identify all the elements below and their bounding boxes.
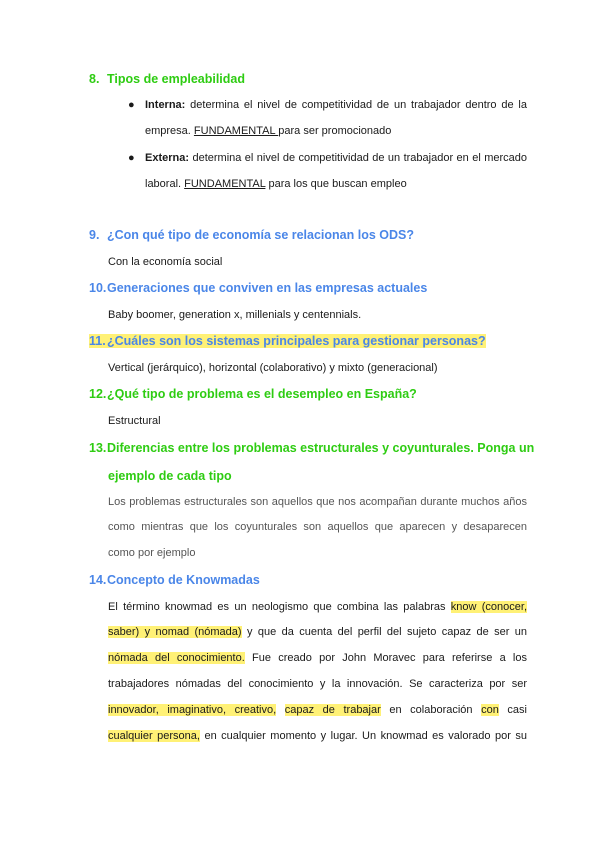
bullet-externa-line1: Externa: determina el nivel de competitividad de un trabajador en el mercado [145,152,527,164]
bullet-interna-line1: Interna: determina el nivel de competitividad de un trabajador dentro de la [145,99,527,111]
answer-14-line1: El término knowmad es un neologismo que combina las palabras know (conocer, [108,601,527,613]
heading-8: 8. Tipos de empleabilidad [89,72,245,86]
bullet-externa-line2: laboral. FUNDAMENTAL para los que buscan empleo [145,178,407,190]
heading-12: 12.¿Qué tipo de problema es el desempleo en España? [89,387,417,401]
answer-14-line5: innovador, imaginativo, creativo, capaz de trabajar en colaboración con casi [108,704,527,716]
heading-13-line1: 13.Diferencias entre los problemas estructurales y coyunturales. Ponga un [89,441,535,455]
answer-13-line2: como mientras que los coyunturales son aquellos que aparecen y desaparecen [108,521,527,533]
answer-14-line2: saber) y nomad (nómada) y que da cuenta del perfil del sujeto capaz de ser un [108,626,527,638]
answer-14-line4: trabajadores nómadas del conocimiento y la innovación. Se caracteriza por ser [108,678,527,690]
answer-10: Baby boomer, generation x, millenials y centennials. [108,309,362,321]
heading-10: 10.Generaciones que conviven en las empresas actuales [89,281,428,295]
heading-11: 11.¿Cuáles son los sistemas principales para gestionar personas? [89,334,486,348]
answer-13-line3: como por ejemplo [108,547,196,559]
answer-14-line6: cualquier persona, en cualquier momento y lugar. Un knowmad es valorado por su [108,730,527,742]
heading-14: 14.Concepto de Knowmadas [89,573,260,587]
bullet-interna-line2: empresa. FUNDAMENTAL para ser promocionado [145,125,392,137]
bullet-icon: ● [128,99,135,111]
answer-13-line1: Los problemas estructurales son aquellos que nos acompañan durante muchos años [108,496,527,508]
answer-14-line3: nómada del conocimiento. Fue creado por John Moravec para referirse a los [108,652,527,664]
heading-13-line2: ejemplo de cada tipo [108,469,232,483]
answer-12: Estructural [108,415,161,427]
heading-9: 9. ¿Con qué tipo de economía se relacionan los ODS? [89,228,414,242]
bullet-icon: ● [128,152,135,164]
answer-11: Vertical (jerárquico), horizontal (colaborativo) y mixto (generacional) [108,362,438,374]
answer-9: Con la economía social [108,256,223,268]
